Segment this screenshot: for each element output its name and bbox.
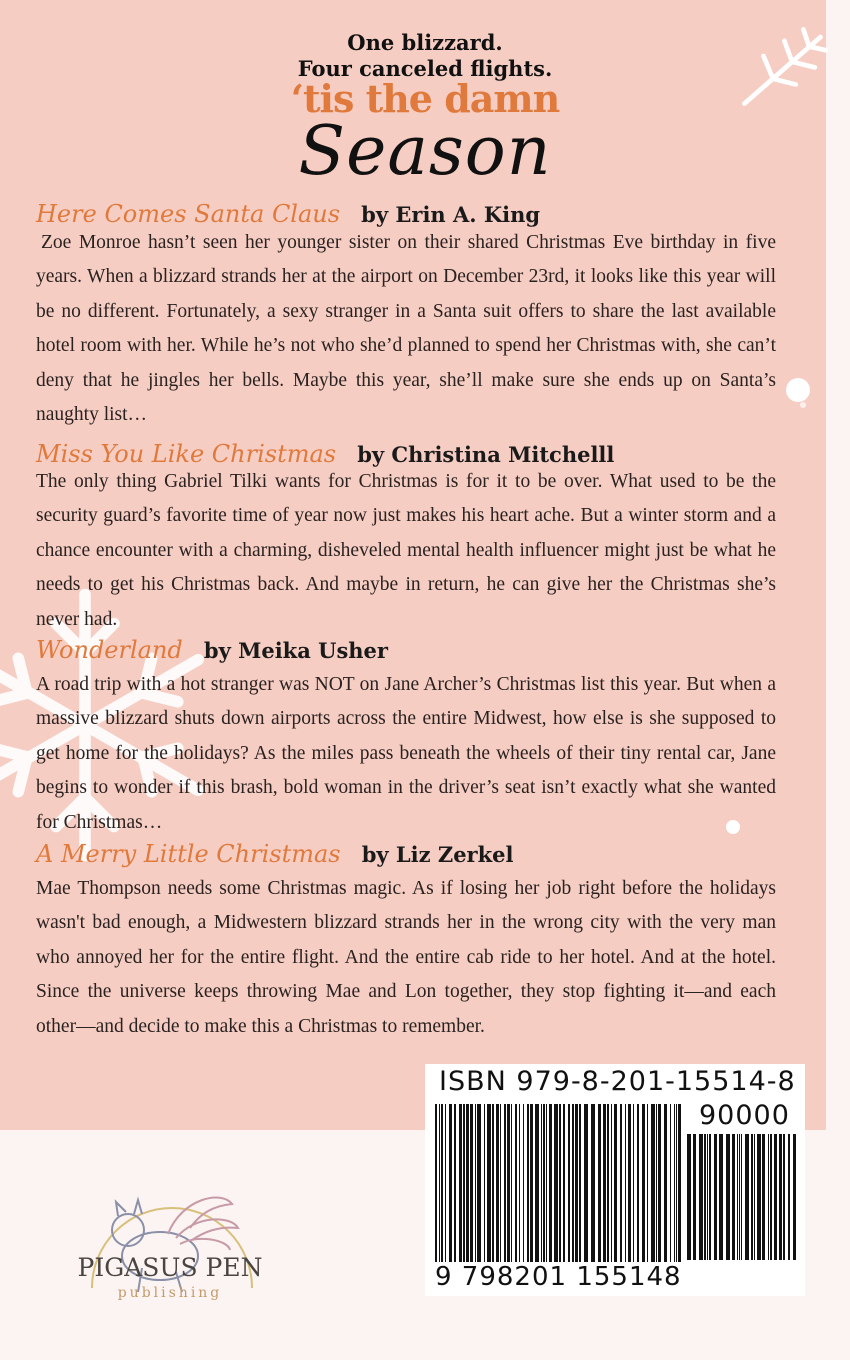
barcode-bar — [519, 1104, 520, 1262]
barcode-bar — [439, 1104, 440, 1262]
barcode-bar — [658, 1104, 661, 1262]
barcode-bar — [737, 1134, 738, 1260]
barcode-bar — [584, 1104, 588, 1262]
barcode-bar — [527, 1104, 529, 1262]
barcode-bar — [611, 1104, 612, 1262]
price-addon-number: 90000 — [699, 1100, 790, 1131]
isbn-barcode — [425, 1064, 805, 1296]
barcode-bar — [704, 1134, 706, 1260]
snow-dot — [800, 402, 806, 408]
barcode-bar — [770, 1134, 772, 1260]
publisher-subtitle: publishing — [117, 1285, 223, 1301]
barcode-bar — [535, 1104, 539, 1262]
barcode-bar — [504, 1104, 506, 1262]
book-title-line-1: ‘tis the damn — [290, 76, 560, 121]
barcode-bar — [774, 1134, 777, 1260]
barcode-bar — [714, 1134, 717, 1260]
story-blurb: Mae Thompson needs some Christmas magic. As if losing her job right before the holidays wasn't bad enough, a Midwestern blizzard strands her in the wrong city with the very man who annoyed her for the entire flight. And the entire cab ride to her hotel. And at the hotel. Since the universe keeps throwing Mae and Lon together, they stop fighting it—and each other—and decide to make this a Christmas to remember. — [36, 878, 776, 1037]
barcode-bar — [670, 1104, 671, 1262]
barcode-bar — [693, 1134, 696, 1260]
barcode-bar — [500, 1104, 501, 1262]
edge-strip — [826, 0, 850, 1360]
barcode-bar — [568, 1104, 570, 1262]
story-author: by Liz Zerkel — [361, 842, 514, 867]
barcode-bar — [732, 1134, 735, 1260]
barcode-bar — [625, 1104, 626, 1262]
barcode-bar — [598, 1104, 601, 1262]
barcode-digits: 9 798201 155148 — [435, 1262, 682, 1292]
story-heading — [36, 200, 540, 228]
barcode-bar — [707, 1134, 708, 1260]
barcode-bar — [549, 1104, 552, 1262]
barcode-bar — [441, 1104, 443, 1262]
barcode-bar — [546, 1104, 547, 1262]
barcode-bar — [487, 1104, 491, 1262]
barcode-bar — [757, 1134, 761, 1260]
barcode-bar — [651, 1104, 655, 1262]
barcode-bar — [475, 1104, 476, 1262]
barcode-bar — [554, 1104, 558, 1262]
barcode-bar — [754, 1134, 755, 1260]
barcode-bar — [614, 1104, 617, 1262]
story-author: by Meika Usher — [203, 638, 388, 663]
story-blurb: Zoe Monroe hasn’t seen her younger sister on their shared Christmas Eve birthday in five years. When a blizzard strands her at the airport on December 23rd, it looks like this year will be no different. Fortunately, a sexy stranger in a Santa suit offers to share the last available hotel room with her. While he’s not who she’d planned to spend her Christmas with, she can’t deny that he jingles her bells. Maybe this year, she’ll make sure she ends up on Santa’s naughty list… — [36, 232, 776, 426]
barcode-bar — [466, 1104, 469, 1262]
barcode-bar — [607, 1104, 609, 1262]
barcode-bar — [642, 1104, 645, 1262]
barcode-bar — [664, 1104, 667, 1262]
barcode-bar — [719, 1134, 723, 1260]
barcode-bar — [779, 1134, 782, 1260]
barcode-bar — [492, 1104, 494, 1262]
story-title: A Merry Little Christmas — [36, 840, 341, 868]
story-heading — [36, 636, 388, 664]
barcode-bar — [515, 1104, 517, 1262]
snow-dot — [786, 378, 810, 402]
barcode-bar — [559, 1104, 561, 1262]
barcode-bar — [496, 1104, 499, 1262]
barcode-bar — [768, 1134, 769, 1260]
barcode-bar — [637, 1104, 639, 1262]
story-author: by Christina Mitchelll — [357, 442, 615, 467]
barcode-bar — [739, 1134, 740, 1260]
barcode-bar — [678, 1104, 681, 1262]
barcode-bar — [762, 1134, 765, 1260]
barcode-bar — [575, 1104, 578, 1262]
tagline-line-2: Four canceled flights. — [297, 56, 553, 81]
barcode-bar — [470, 1104, 473, 1262]
barcode-bars-main — [435, 1104, 681, 1262]
story-blurb: The only thing Gabriel Tilki wants for Christmas is for it to be over. What used to be the security guard’s favorite time of year now just makes his heart ache. But a winter storm and a chance encounter with a charming, disheveled mental health influencer might just be what he needs to get his Christmas back. And maybe in return, he can give her the Christmas she’s never had. — [36, 471, 776, 630]
tagline-line-1: One blizzard. — [347, 30, 503, 55]
barcode-bar — [751, 1134, 753, 1260]
story-heading — [36, 440, 614, 468]
barcode-bar — [511, 1104, 512, 1262]
barcode-bar — [523, 1104, 524, 1262]
publisher-name: PIGASUS PEN — [77, 1253, 263, 1282]
barcode-bar — [454, 1104, 456, 1262]
barcode-bar — [477, 1104, 481, 1262]
barcode-bar — [741, 1134, 742, 1260]
barcode-bar — [788, 1134, 790, 1260]
barcode-bar — [603, 1104, 606, 1262]
barcode-bars-addon — [687, 1134, 799, 1260]
barcode-bar — [449, 1104, 452, 1262]
story-author: by Erin A. King — [361, 202, 541, 227]
barcode-bar — [709, 1134, 711, 1260]
isbn-number: ISBN 979-8-201-15514-8 — [439, 1066, 796, 1097]
barcode-bar — [628, 1104, 631, 1262]
barcode-bar — [463, 1104, 465, 1262]
barcode-bar — [563, 1104, 565, 1262]
barcode-bar — [459, 1104, 462, 1262]
barcode-bar — [633, 1104, 634, 1262]
barcode-bar — [620, 1104, 622, 1262]
barcode-bar — [647, 1104, 648, 1262]
story-blurb: A road trip with a hot stranger was NOT on Jane Archer’s Christmas list this year. But when a massive blizzard shuts down airports across the entire Midwest, how else is she supposed to get home for the holidays? As the miles pass beneath the wheels of their tiny rental car, Jane begins to wonder if this brash, bold woman in the driver’s seat isn’t exactly what she wanted for Christmas… — [36, 674, 776, 833]
story-heading — [36, 840, 514, 868]
barcode-bar — [435, 1104, 437, 1262]
barcode-bar — [484, 1104, 485, 1262]
barcode-bar — [656, 1104, 657, 1262]
barcode-bar — [507, 1104, 510, 1262]
barcode-bar — [793, 1134, 796, 1260]
book-title-line-2: Season — [298, 112, 552, 191]
barcode-bar — [445, 1104, 446, 1262]
barcode-bar — [579, 1104, 581, 1262]
barcode-bar — [699, 1134, 703, 1260]
barcode-bar — [687, 1134, 691, 1260]
barcode-bar — [530, 1104, 533, 1262]
barcode-bar — [674, 1104, 675, 1262]
story-title: Wonderland — [36, 636, 183, 664]
barcode-bar — [541, 1104, 542, 1262]
barcode-bar — [591, 1104, 595, 1262]
story-title: Miss You Like Christmas — [36, 440, 337, 468]
barcode-bar — [572, 1104, 574, 1262]
barcode-bar — [676, 1104, 677, 1262]
barcode-bar — [543, 1104, 545, 1262]
barcode-bar — [783, 1134, 785, 1260]
barcode-bar — [745, 1134, 749, 1260]
story-title: Here Comes Santa Claus — [36, 200, 341, 228]
barcode-bar — [726, 1134, 730, 1260]
